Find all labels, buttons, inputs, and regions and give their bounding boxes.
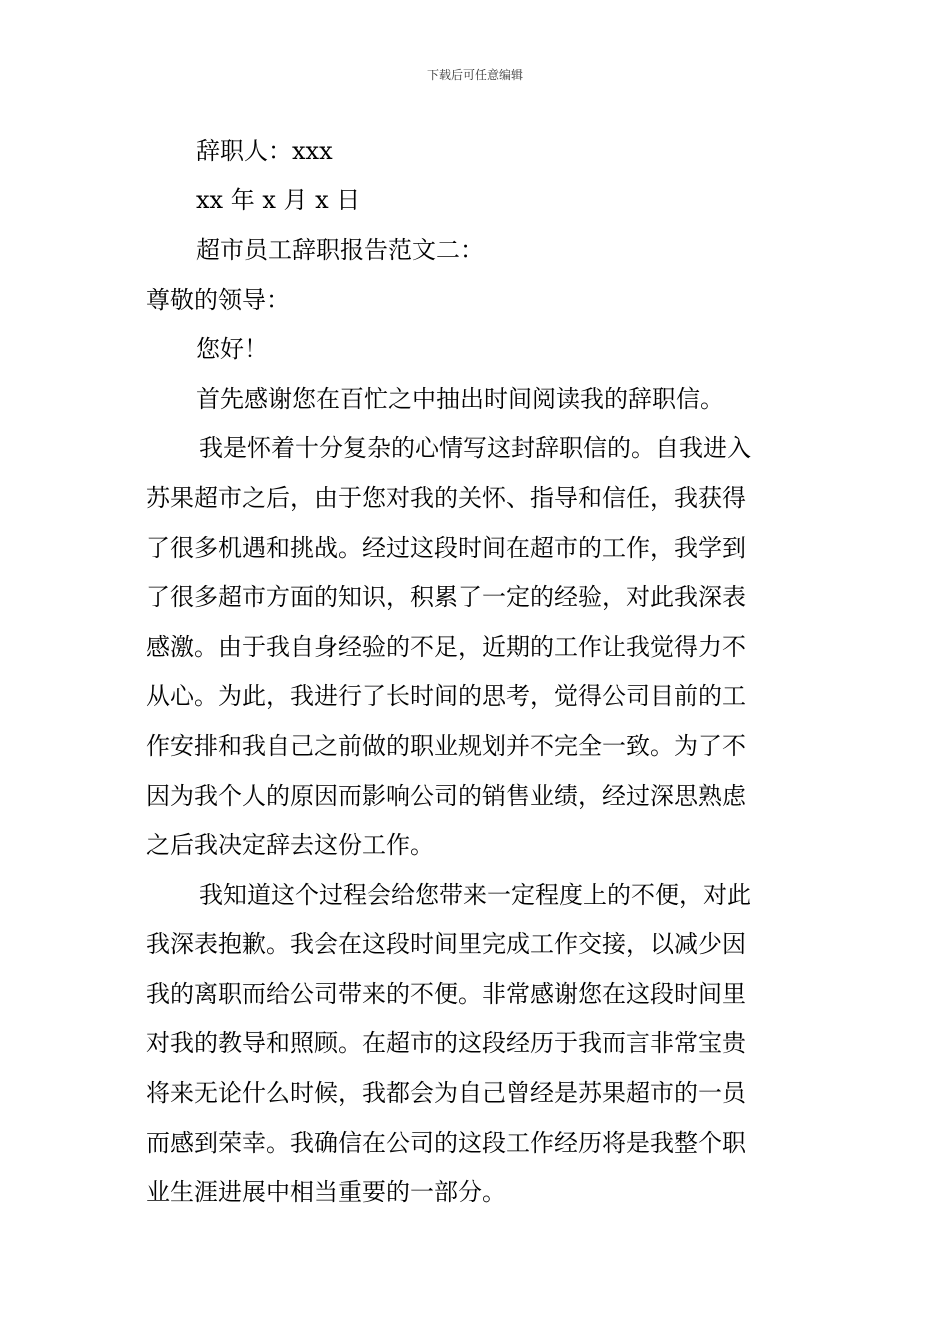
section-title: 超市员工辞职报告范文二： bbox=[196, 236, 484, 264]
paragraph-line: 了很多机遇和挑战。经过这段时间在超市的工作，我学到 bbox=[146, 534, 746, 562]
paragraph-line: 感激。由于我自身经验的不足，近期的工作让我觉得力不 bbox=[146, 633, 746, 661]
paragraph-line: 对我的教导和照顾。在超市的这段经历于我而言非常宝贵 bbox=[146, 1029, 746, 1057]
paragraph-line: 将来无论什么时候，我都会为自己曾经是苏果超市的一员 bbox=[146, 1079, 746, 1107]
paragraph-line: 我是怀着十分复杂的心情写这封辞职信的。自我进入 bbox=[199, 434, 751, 462]
paragraph-line: 而感到荣幸。我确信在公司的这段工作经历将是我整个职 bbox=[146, 1129, 746, 1157]
greeting: 您好！ bbox=[196, 335, 268, 363]
paragraph-line: 我深表抱歉。我会在这段时间里完成工作交接，以减少因 bbox=[146, 930, 746, 958]
paragraph-line: 苏果超市之后，由于您对我的关怀、指导和信任，我获得 bbox=[146, 484, 746, 512]
paragraph-line: 了很多超市方面的知识，积累了一定的经验，对此我深表 bbox=[146, 583, 746, 611]
resigner-line: 辞职人：xxx bbox=[196, 137, 333, 165]
opening-line: 首先感谢您在百忙之中抽出时间阅读我的辞职信。 bbox=[196, 385, 724, 413]
paragraph-line: 作安排和我自己之前做的职业规划并不完全一致。为了不 bbox=[146, 732, 746, 760]
paragraph-line: 我的离职而给公司带来的不便。非常感谢您在这段时间里 bbox=[146, 980, 746, 1008]
header-note: 下载后可任意编辑 bbox=[426, 68, 523, 82]
paragraph-line: 因为我个人的原因而影响公司的销售业绩，经过深思熟虑 bbox=[146, 782, 746, 810]
salutation: 尊敬的领导： bbox=[146, 286, 290, 314]
date-line: xx 年 x 月 x 日 bbox=[196, 186, 361, 214]
paragraph-line: 我知道这个过程会给您带来一定程度上的不便，对此 bbox=[199, 881, 751, 909]
paragraph-line: 业生涯进展中相当重要的一部分。 bbox=[146, 1178, 506, 1206]
paragraph-line: 从心。为此，我进行了长时间的思考，觉得公司目前的工 bbox=[146, 682, 746, 710]
paragraph-line: 之后我决定辞去这份工作。 bbox=[146, 831, 434, 859]
